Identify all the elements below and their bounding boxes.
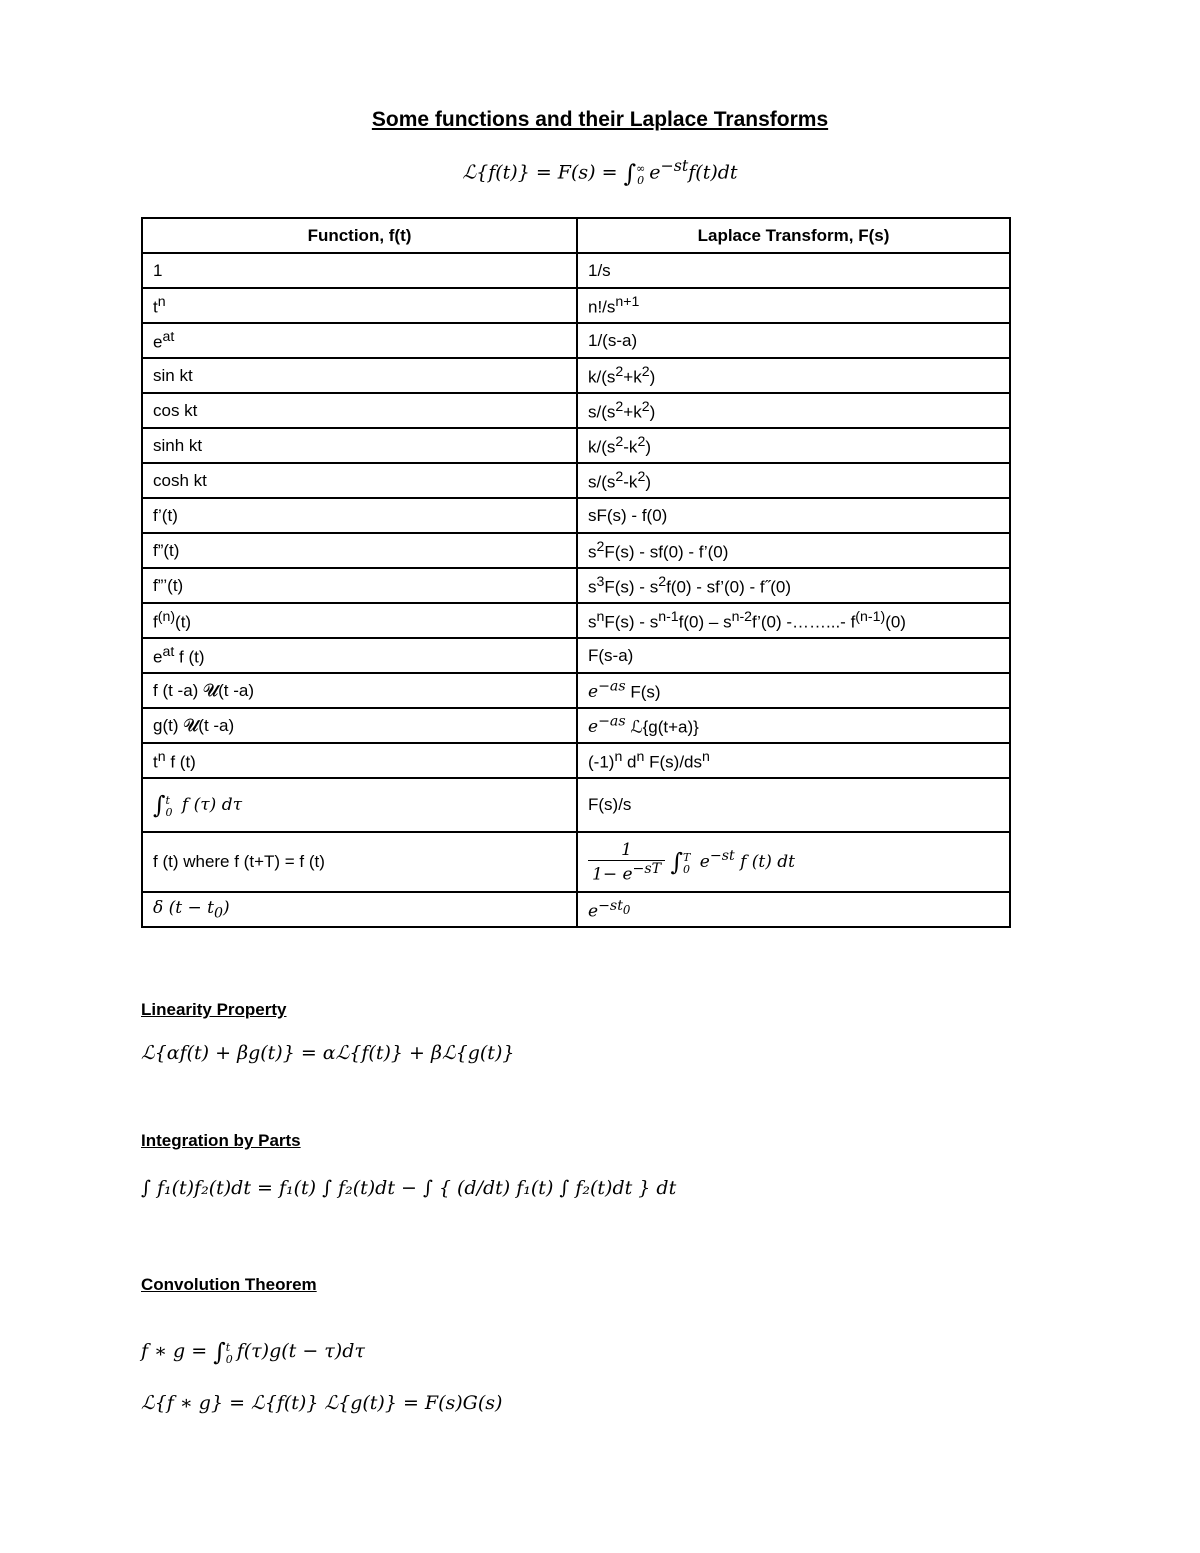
transform-cell: 1/(s-a) [577,323,1010,358]
table-row [142,892,1010,927]
function-cell: f (t) where f (t+T) = f (t) [142,832,577,892]
convolution-heading: Convolution Theorem [141,1275,317,1294]
function-cell: $t^n$ [142,288,577,323]
function-cell: δ $(t - t_0)$ [142,892,577,927]
transform-cell: $s^nF(s) - s^{n-1}f(0)$ – $s^{n-2}f’(0)$ -……...- $f^{(n-1)}(0)$ [577,603,1010,638]
transform-cell: $k/(s^2-k^2)$ [577,428,1010,463]
table-row [142,323,1010,358]
transform-cell: $e^{-as}$ ℒ{g(t+a)} [577,708,1010,743]
header-function: Function, f(t) [142,218,577,253]
table-row [142,568,1010,603]
transform-cell: $\frac{1}{1- e^{-sT}}$ ∫ T 0 $e^{-st}$ f (t) dt [577,832,1010,892]
laplace-table [141,217,1011,928]
table-row [142,778,1010,832]
transform-cell: $s^2F(s) - sf(0)$ - f’(0) [577,533,1010,568]
transform-cell: $e^{-as}$ F(s) [577,673,1010,708]
function-cell: cos kt [142,393,577,428]
function-cell: f (t -a) 𝓤(t -a) [142,673,577,708]
function-cell: $e^{at}$ [142,323,577,358]
function-cell: $t^n$ f (t) [142,743,577,778]
transform-cell: $(-1)^n$ $d^n$ $F(s)/ds^n$ [577,743,1010,778]
table-row [142,253,1010,288]
table-row [142,463,1010,498]
function-cell: ∫ t 0 f (τ) dτ [142,778,577,832]
transform-cell: sF(s) - f(0) [577,498,1010,533]
transform-cell: $s/(s^2+k^2)$ [577,393,1010,428]
function-cell: f”(t) [142,533,577,568]
function-cell: sin kt [142,358,577,393]
function-cell: 1 [142,253,577,288]
linearity-formula: ℒ{αf(t) + βg(t)} = αℒ{f(t)} + βℒ{g(t)} [141,1042,515,1064]
header-transform: Laplace Transform, F(s) [577,218,1010,253]
function-cell: $f^{(n)}(t)$ [142,603,577,638]
function-cell: sinh kt [142,428,577,463]
table-row [142,673,1010,708]
convolution-formula: f ∗ g = ∫ t 0 f(τ)g(t − τ)dτ [141,1338,365,1366]
table-row [142,428,1010,463]
transform-cell: $n!/s^{n+1}$ [577,288,1010,323]
table-row [142,533,1010,568]
convolution-transform-formula: ℒ{f ∗ g} = ℒ{f(t)} ℒ{g(t)} = F(s)G(s) [141,1392,503,1414]
table-row [142,498,1010,533]
table-header-row [142,218,1010,253]
integration-formula: ∫ f₁(t)f₂(t)dt = f₁(t) ∫ f₂(t)dt − ∫ { (d/dt) f₁(t) ∫ f₂(t)dt } dt [141,1177,677,1199]
table-row [142,708,1010,743]
transform-cell: $e^{-st_0}$ [577,892,1010,927]
integration-heading: Integration by Parts [141,1131,301,1150]
transform-cell: 1/s [577,253,1010,288]
table-row [142,288,1010,323]
transform-cell: $s/(s^2-k^2)$ [577,463,1010,498]
table-row [142,603,1010,638]
function-cell: $e^{at}$ f (t) [142,638,577,673]
page-title: Some functions and their Laplace Transforms [371,108,829,131]
table-row [142,743,1010,778]
transform-cell: $s^3F(s) - s^2f(0)$ - sf’(0) - f˝(0) [577,568,1010,603]
function-cell: g(t) 𝓤(t -a) [142,708,577,743]
linearity-heading: Linearity Property [141,1000,287,1019]
laplace-definition: ℒ{f(t)} = F(s) = ∫ ∞ 0 $e^{-st}f(t)dt$ [462,156,738,188]
table-row [142,638,1010,673]
transform-cell: $k/(s^2+k^2)$ [577,358,1010,393]
table-row [142,358,1010,393]
function-cell: f”’(t) [142,568,577,603]
table-row [142,393,1010,428]
function-cell: f’(t) [142,498,577,533]
transform-cell: F(s)/s [577,778,1010,832]
table-row [142,832,1010,892]
transform-cell: F(s-a) [577,638,1010,673]
function-cell: cosh kt [142,463,577,498]
